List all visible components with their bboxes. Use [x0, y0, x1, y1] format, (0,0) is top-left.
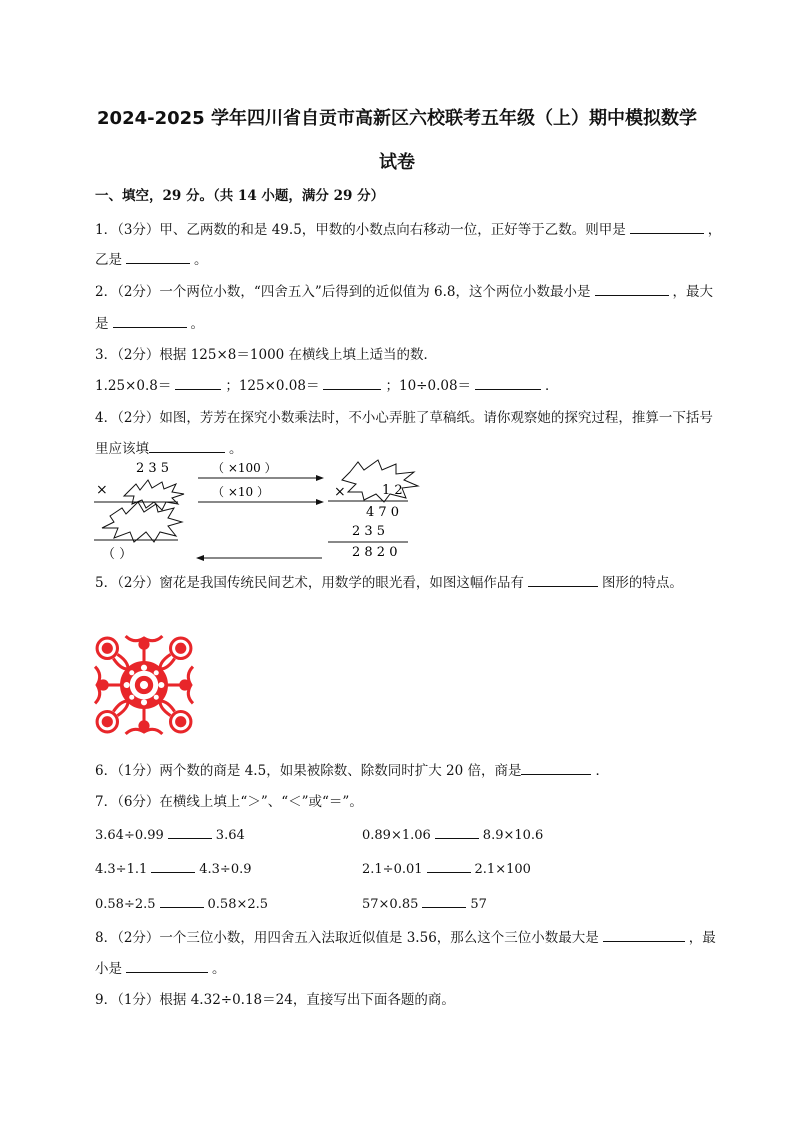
q5-text: 5．（2分）窗花是我国传统民间艺术，用数学的眼光看，如图这幅作品有: [95, 575, 524, 591]
window-papercut-image: [93, 634, 195, 736]
question-1-line2: [95, 248, 208, 268]
q7-expr-right: 8.9×10.6: [482, 828, 544, 843]
question-8: [95, 926, 716, 946]
q8-answer-blank-1[interactable]: [603, 927, 685, 942]
q7-expr-right: 3.64: [215, 828, 245, 843]
q2-punct: ，最大: [672, 284, 713, 300]
q7-item: [95, 824, 245, 843]
q7-compare-blank[interactable]: [427, 858, 471, 873]
section-heading: 一、填空，29 分。（共 14 小题，满分 29 分）: [95, 188, 385, 204]
q1-text: 1．（3分）甲、乙两数的和是 49.5，甲数的小数点向右移动一位，正好等于乙数。则甲是: [95, 222, 626, 238]
fig-right-multiplier: 1 2: [382, 483, 403, 498]
page-title: 2024-2025 学年四川省自贡市高新区六校联考五年级（上）期中模拟数学: [97, 108, 697, 129]
q7-item: [95, 858, 252, 877]
q2-answer-blank-1[interactable]: [595, 281, 669, 296]
q2-text: 2．（2分）一个两位小数，“四舍五入”后得到的近似值为 6.8，这个两位小数最小是: [95, 284, 591, 300]
question-8-line2: [95, 957, 226, 977]
page-title-line2: 试卷: [379, 152, 415, 173]
q7-expr-left: 0.89×1.06: [362, 828, 431, 843]
q1-answer-blank-2[interactable]: [126, 249, 190, 264]
fig-right-row2: 2 3 5: [352, 524, 386, 539]
q1-answer-blank-1[interactable]: [630, 219, 704, 234]
q1-line2-text: 乙是: [95, 252, 122, 268]
q1-line2-punct: 。: [194, 252, 208, 268]
q2-answer-blank-2[interactable]: [113, 313, 187, 328]
q7-item: [362, 858, 531, 877]
q4-line2-punct: 。: [229, 441, 243, 457]
q3-answer-blank-a[interactable]: [175, 375, 221, 390]
q7-item: [362, 893, 487, 912]
ink-blot-icon: [102, 502, 182, 542]
q7-compare-blank[interactable]: [435, 824, 479, 839]
q3-answer-blank-b[interactable]: [323, 375, 381, 390]
q5-answer-blank[interactable]: [528, 572, 598, 587]
q1-punct: ，: [707, 222, 722, 238]
question-3: 3．（2分）根据 125×8＝1000 在横线上填上适当的数．: [95, 347, 438, 363]
q6-text: 6．（1分）两个数的商是 4.5，如果被除数、除数同时扩大 20 倍，商是: [95, 763, 522, 779]
question-3-line2: [95, 374, 559, 394]
q8-line2-text: 小是: [95, 961, 122, 977]
fig-left-bottom-paren: （ ）: [102, 547, 133, 562]
q7-expr-left: 4.3÷1.1: [95, 862, 148, 877]
q3-punct: ．: [545, 378, 559, 394]
q8-answer-blank-2[interactable]: [126, 958, 208, 973]
q4-answer-blank[interactable]: [149, 438, 225, 453]
question-7: 7．（6分）在横线上填上“＞”、“＜”或“＝”。: [95, 794, 363, 810]
q7-compare-blank[interactable]: [151, 858, 195, 873]
q7-expr-left: 3.64÷0.99: [95, 828, 164, 843]
q8-text: 8．（2分）一个三位小数，用四舍五入法取近似值是 3.56，那么这个三位小数最大是: [95, 930, 599, 946]
q3-answer-blank-c[interactable]: [475, 375, 541, 390]
q7-expr-right: 2.1×100: [474, 862, 531, 877]
q2-line2-text: 是: [95, 316, 109, 332]
fig-left-times: ×: [96, 482, 108, 498]
question-1: [95, 218, 721, 238]
q5-punct: 图形的特点。: [601, 575, 683, 591]
arrow-right-icon: [316, 499, 324, 505]
arrow-right-icon: [316, 475, 324, 481]
fig-left-top-number: 2 3 5: [136, 461, 170, 476]
q8-punct: ，最: [688, 930, 716, 946]
question-6: [95, 759, 609, 779]
q7-expr-right: 0.58×2.5: [207, 897, 269, 912]
q8-line2-punct: 。: [212, 961, 226, 977]
q7-item: [95, 893, 268, 912]
q7-compare-blank[interactable]: [422, 893, 466, 908]
question-4-line2: [95, 437, 243, 457]
q3-sep: ；: [385, 378, 399, 394]
q4-line2-text: 里应该填: [95, 441, 149, 457]
fig-right-row1: 4 7 0: [366, 505, 400, 520]
question-2: [95, 280, 713, 300]
q7-expr-right: 57: [470, 897, 487, 912]
q3-sep: ；: [225, 378, 239, 394]
q7-compare-blank[interactable]: [160, 893, 204, 908]
q7-expr-right: 4.3÷0.9: [199, 862, 252, 877]
q7-expr-left: 2.1÷0.01: [362, 862, 423, 877]
ink-blot-icon: [342, 460, 418, 502]
fig-arrow1-label: （ ×100 ）: [212, 461, 277, 475]
q3-expr-a: 1.25×0.8＝: [95, 378, 172, 394]
question-5: [95, 571, 683, 591]
q7-item: [362, 824, 543, 843]
question-9: 9．（1分）根据 4.32÷0.18＝24，直接写出下面各题的商。: [95, 992, 455, 1008]
fig-right-result: 2 8 2 0: [352, 545, 398, 560]
q6-answer-blank[interactable]: [521, 760, 591, 775]
q7-expr-left: 57×0.85: [362, 897, 419, 912]
q6-punct: ．: [595, 763, 609, 779]
fig-right-times: ×: [334, 484, 346, 500]
q4-multiplication-figure: [88, 458, 428, 568]
question-2-line2: [95, 312, 204, 332]
fig-arrow2-label: （ ×10 ）: [212, 485, 269, 499]
question-4: 4．（2分）如图，芳芳在探究小数乘法时，不小心弄脏了草稿纸。请你观察她的探究过程，推算一下括号: [95, 410, 713, 426]
q7-expr-left: 0.58÷2.5: [95, 897, 156, 912]
q3-expr-b: 125×0.08＝: [238, 378, 320, 394]
arrow-left-icon: [196, 555, 204, 561]
q3-expr-c: 10÷0.08＝: [398, 378, 472, 394]
q7-compare-blank[interactable]: [168, 824, 212, 839]
q2-line2-punct: 。: [190, 316, 204, 332]
